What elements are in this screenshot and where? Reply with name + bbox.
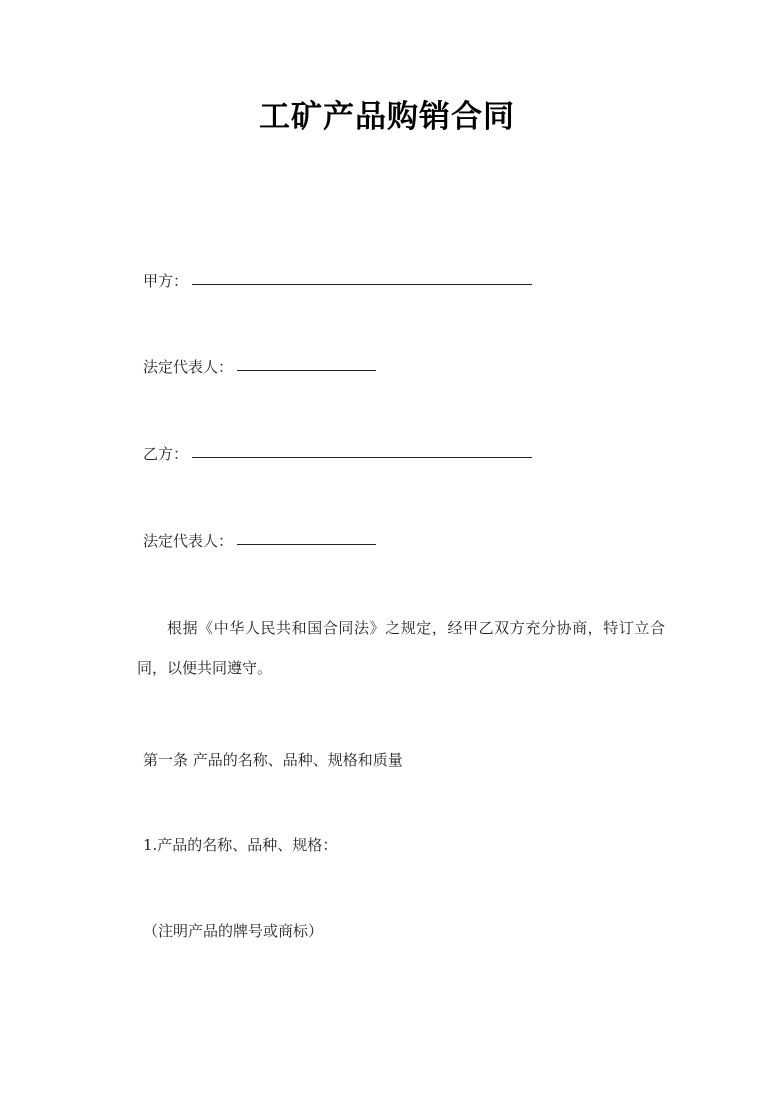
article-1-heading: 第一条 产品的名称、品种、规格和质量 <box>143 751 403 769</box>
field-rule-party-b[interactable] <box>192 457 532 458</box>
document-title: 工矿产品购销合同 <box>259 99 515 135</box>
field-row-party-b <box>143 443 532 465</box>
field-label-legal-rep-a: 法定代表人： <box>143 358 234 376</box>
field-rule-party-a[interactable] <box>192 284 532 285</box>
field-row-legal-rep-a <box>143 356 376 378</box>
field-row-legal-rep-b <box>143 530 376 552</box>
field-label-party-b: 乙方： <box>143 445 189 463</box>
article-1-item-1: 1.产品的名称、品种、规格： <box>143 836 338 854</box>
field-row-party-a <box>143 270 532 292</box>
field-label-party-a: 甲方： <box>143 272 189 290</box>
preamble-paragraph: 根据《中华人民共和国合同法》之规定，经甲乙双方充分协商，特订立合同，以便共同遵守。 <box>137 619 665 677</box>
article-1-note-1: （注明产品的牌号或商标） <box>143 922 324 940</box>
field-label-legal-rep-b: 法定代表人： <box>143 532 234 550</box>
field-rule-legal-rep-b[interactable] <box>237 544 376 545</box>
field-rule-legal-rep-a[interactable] <box>237 370 376 371</box>
